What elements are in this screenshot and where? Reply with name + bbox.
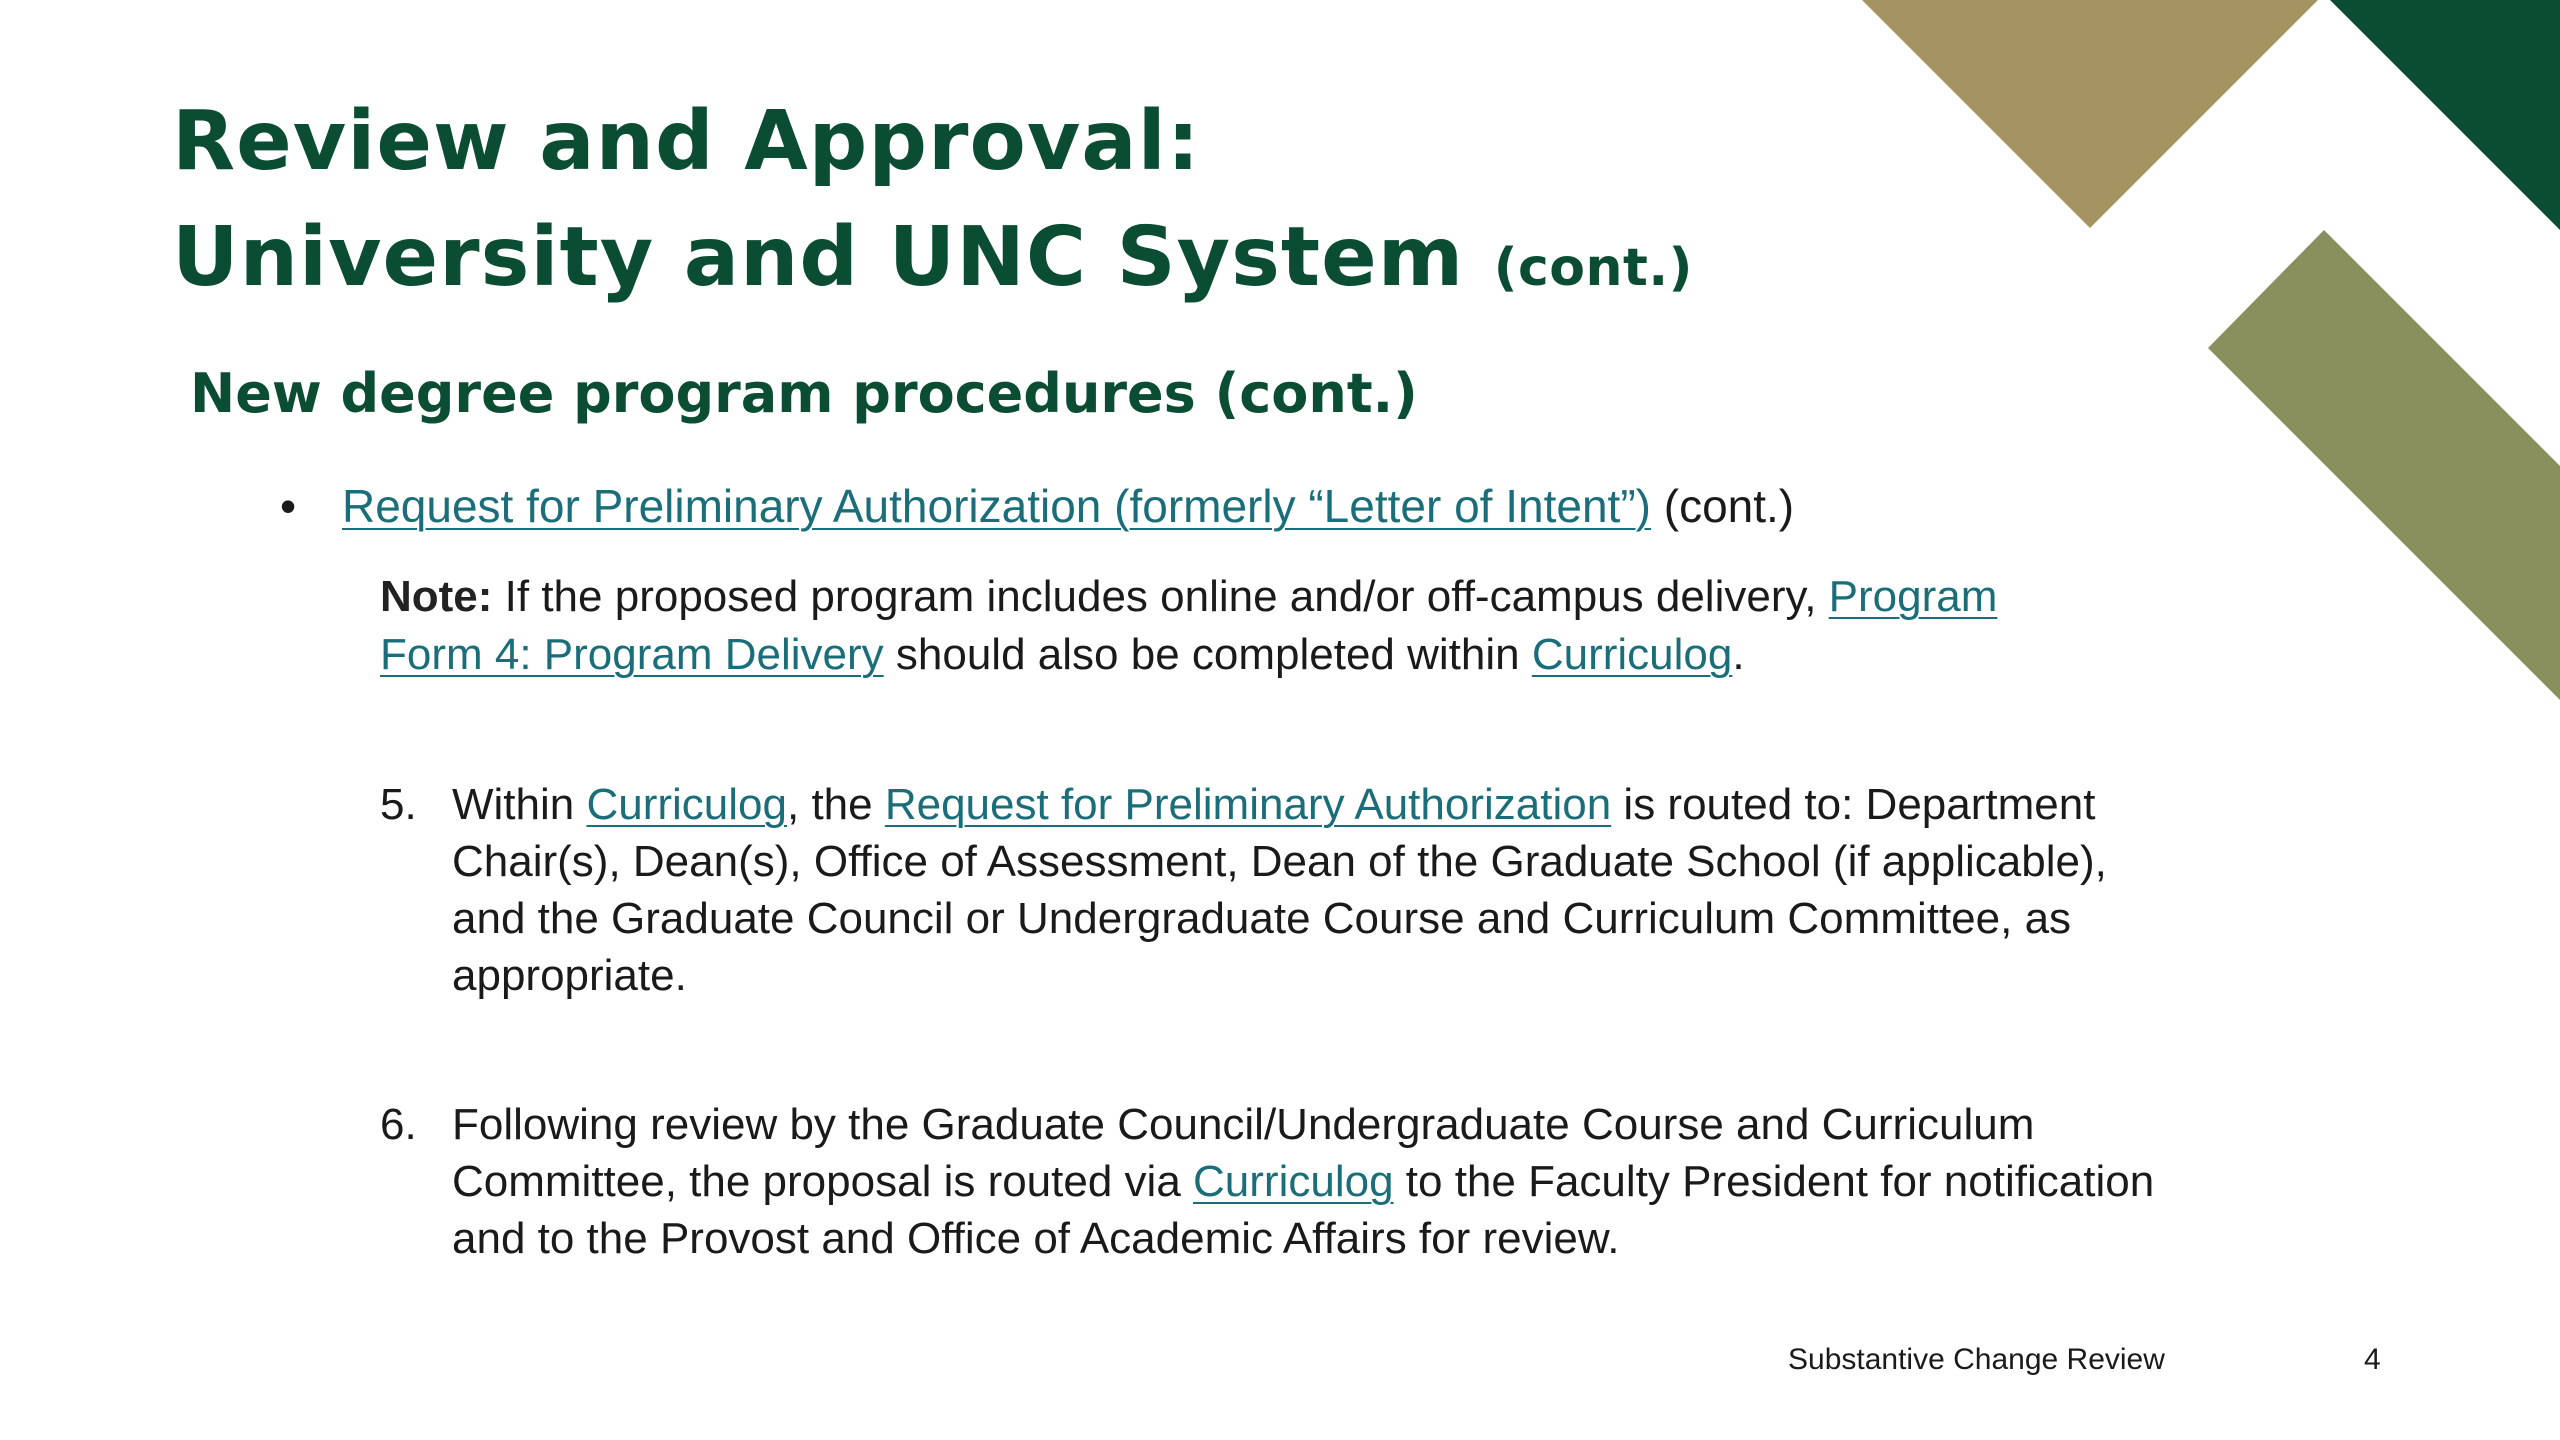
note-text-2: should also be completed within xyxy=(883,630,1532,679)
list-number-6: 6. xyxy=(380,1100,417,1149)
list-number-5: 5. xyxy=(380,780,417,829)
title-line-2 xyxy=(172,200,1693,326)
item6-text-1: Following review by the Graduate Council/Undergraduate Course and Curriculum Committee, the proposal is routed via xyxy=(452,1100,2035,1206)
title-cont: (cont.) xyxy=(1493,238,1693,298)
footer-label: Substantive Change Review xyxy=(1788,1343,2165,1376)
bullet-suffix: (cont.) xyxy=(1650,480,1795,532)
note-label: Note: xyxy=(380,572,493,621)
item5-text-2: , the xyxy=(787,780,885,829)
curriculog-link-item5[interactable]: Curriculog xyxy=(586,780,787,829)
tan-triangle xyxy=(1862,0,2318,228)
item5-text-1: Within xyxy=(452,780,587,829)
title-line-1: Review and Approval: xyxy=(172,94,1201,189)
curriculog-link-note[interactable]: Curriculog xyxy=(1531,630,1733,679)
list-item-5-body xyxy=(452,776,2170,1004)
bullet-item xyxy=(280,474,1794,538)
program-form-4-link[interactable]: Program Form 4: Program Delivery xyxy=(380,572,1998,679)
note-text-1: If the proposed program includes online and/or off-campus delivery, xyxy=(492,572,1829,621)
dark-green-triangle xyxy=(2330,0,2560,230)
list-item-6-body xyxy=(452,1096,2170,1267)
preliminary-authorization-link[interactable]: Request for Preliminary Authorization (formerly “Letter of Intent”) xyxy=(342,480,1651,532)
slide-title xyxy=(172,84,1693,326)
section-subtitle: New degree program procedures (cont.) xyxy=(190,362,1418,425)
title-line-2-text: University and UNC System xyxy=(172,210,1465,305)
note-paragraph xyxy=(380,568,2080,684)
curriculog-link-item6[interactable]: Curriculog xyxy=(1193,1157,1394,1206)
bullet-dot: • xyxy=(280,480,297,532)
list-item-5 xyxy=(380,776,2170,1004)
preliminary-authorization-link-item5[interactable]: Request for Preliminary Authorization xyxy=(884,780,1612,829)
item5-text-3: is routed to: Department Chair(s), Dean(s), Office of Assessment, Dean of the Graduate School (if applicable), and the Graduate Council or Undergraduate Course and Curriculum Committee, as appropriate. xyxy=(452,780,2107,1000)
olive-diagonal-stripe xyxy=(2208,230,2560,700)
list-item-6 xyxy=(380,1096,2170,1267)
note-text-3: . xyxy=(1732,630,1745,679)
item6-text-2: to the Faculty President for notification and to the Provost and Office of Academic Affairs for review. xyxy=(452,1157,2155,1263)
page-number: 4 xyxy=(2364,1343,2381,1376)
